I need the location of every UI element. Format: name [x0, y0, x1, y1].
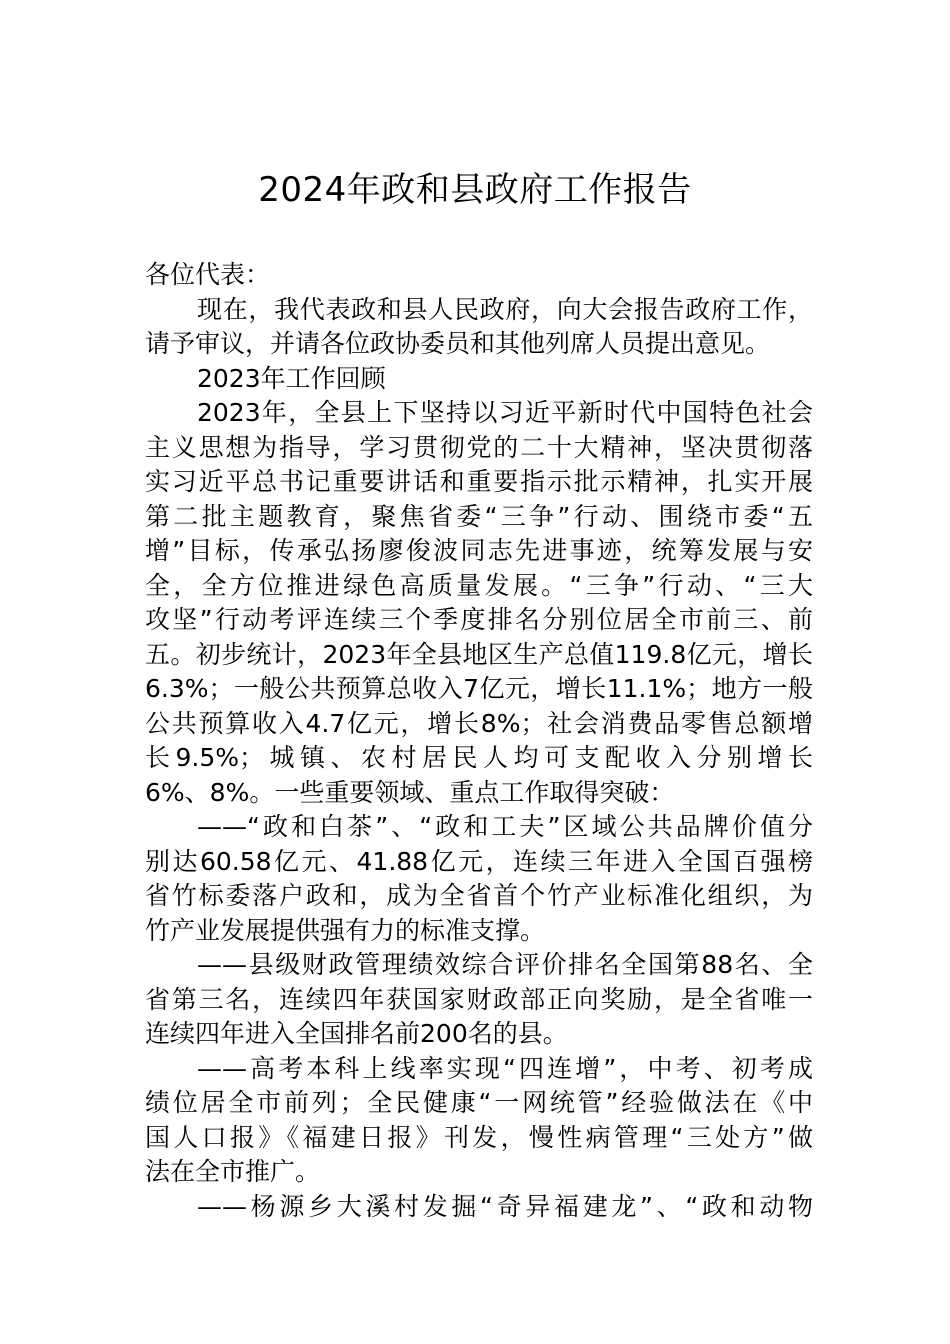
document-body [145, 258, 813, 1224]
body-lines [145, 293, 813, 1225]
body-line: 省第三名，连续四年获国家财政部正向奖励，是全省唯一 [145, 984, 813, 1014]
body-line: 公共预算收入4.7亿元，增长8%；社会消费品零售总额增 [145, 708, 813, 738]
body-line: 法在全市推广。 [145, 1157, 321, 1186]
body-line: 省竹标委落户政和，成为全省首个竹产业标准化组织，为 [145, 881, 813, 910]
body-line: ——杨源乡大溪村发掘“奇异福建龙”、“政和动物 [197, 1191, 813, 1221]
body-line: ——“政和白茶”、“政和工夫”区域公共品牌价值分 [197, 812, 813, 841]
body-line: 第二批主题教育，聚焦省委“三争”行动、围绕市委“五 [145, 501, 813, 531]
body-line: 现在，我代表政和县人民政府，向大会报告政府工作， [197, 294, 813, 324]
body-line: 增”目标，传承弘扬廖俊波同志先进事迹，统筹发展与安 [145, 536, 813, 565]
body-line: 全，全方位推进绿色高质量发展。“三争”行动、“三大 [145, 570, 813, 600]
body-line: 国人口报》《福建日报》刊发，慢性病管理“三处方”做 [145, 1122, 813, 1152]
body-line: ——高考本科上线率实现“四连增”，中考、初考成 [197, 1053, 813, 1083]
body-line: 2023年，全县上下坚持以习近平新时代中国特色社会 [197, 398, 813, 427]
body-line: 6%、8%。一些重要领域、重点工作取得突破： [145, 777, 675, 807]
body-line: 竹产业发展提供强有力的标准支撑。 [145, 915, 546, 945]
body-line: 攻坚”行动考评连续三个季度排名分别位居全市前三、前 [145, 605, 813, 634]
body-line: 实习近平总书记重要讲话和重要指示批示精神，扎实开展 [145, 467, 813, 496]
body-line: 绩位居全市前列；全民健康“一网统管”经验做法在《中 [145, 1088, 813, 1117]
body-line: 别达60.58亿元、41.88亿元，连续三年进入全国百强榜 [145, 846, 813, 876]
body-line: 连续四年进入全国排名前200名的县。 [145, 1019, 568, 1048]
body-line: ——县级财政管理绩效综合评价排名全国第88名、全 [197, 950, 813, 979]
body-line: 长9.5%；城镇、农村居民人均可支配收入分别增长 [145, 743, 813, 772]
salutation: 各位代表： [145, 260, 271, 289]
body-line: 2023年工作回顾 [197, 363, 386, 393]
body-line: 请予审议，并请各位政协委员和其他列席人员提出意见。 [145, 329, 771, 358]
document-title: 2024年政和县政府工作报告 [258, 170, 692, 210]
body-line: 五。初步统计，2023年全县地区生产总值119.8亿元，增长 [145, 639, 813, 669]
body-line: 6.3%；一般公共预算总收入7亿元，增长11.1%；地方一般 [145, 674, 813, 703]
body-line: 主义思想为指导，学习贯彻党的二十大精神，坚决贯彻落 [145, 432, 813, 462]
